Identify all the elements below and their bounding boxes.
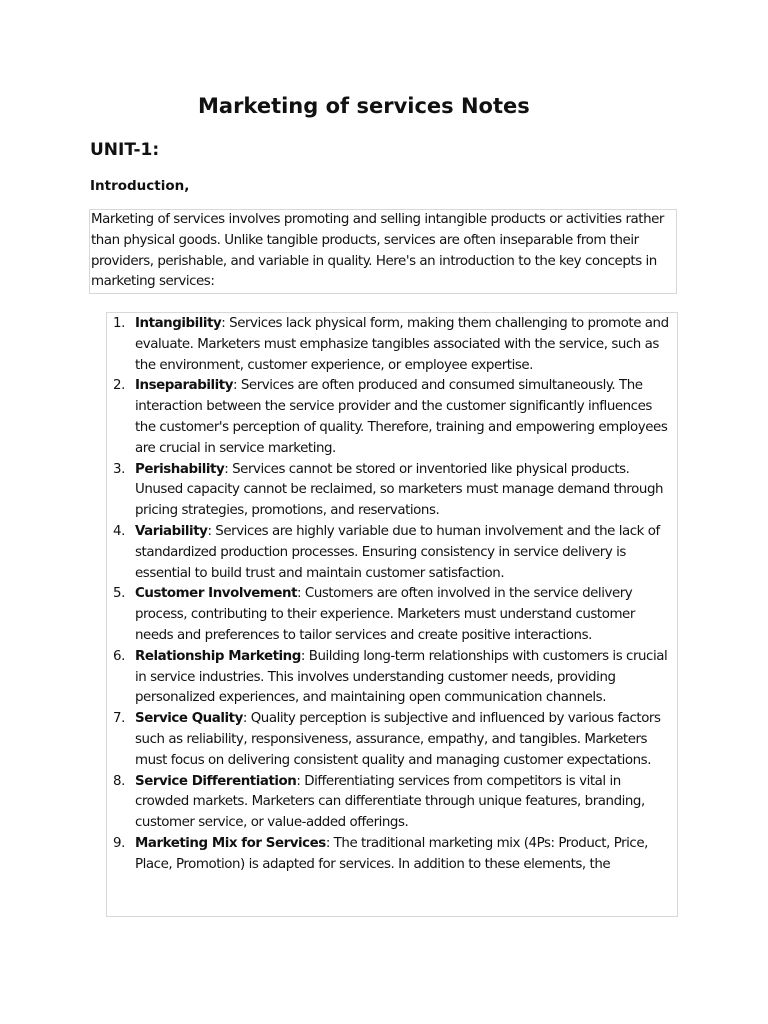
concepts-list-box <box>106 312 678 917</box>
list-item-term: Perishability <box>135 461 225 477</box>
list-item-text: : Customers are often involved in the service delivery process, contributing to their experience. Marketers must understand customer needs and preferences to tailor services and create positive interactions. <box>135 586 635 643</box>
list-item-term: Service Quality <box>135 711 243 727</box>
list-item <box>107 834 677 876</box>
list-item-text: : The traditional marketing mix (4Ps: Product, Price, Place, Promotion) is adapted for services. In addition to these elements, the <box>135 835 648 872</box>
list-item <box>107 584 677 646</box>
list-item-number: 2. <box>113 378 125 394</box>
list-item-text: : Differentiating services from competitors is vital in crowded markets. Marketers can differentiate through unique features, branding, customer service, or value-added offerings. <box>135 773 645 831</box>
list-item-text: : Services cannot be stored or inventoried like physical products. Unused capacity cannot be reclaimed, so marketers must manage demand through pricing strategies, promotions, and reservations. <box>135 461 664 519</box>
list-item-text: : Services lack physical form, making them challenging to promote and evaluate. Marketers must emphasize tangibles associated with the service, such as the environment, customer experience, or employee expertise. <box>135 316 669 373</box>
page-title: Marketing of services Notes <box>198 94 530 118</box>
list-item-term: Variability <box>135 523 208 539</box>
list-item-term: Marketing Mix for Services <box>135 835 326 851</box>
unit-heading: UNIT-1: <box>90 140 160 160</box>
list-item-text: : Services are often produced and consumed simultaneously. The interaction between the service provider and the customer significantly influences the customer's perception of quality. Therefore, training and empowering employees are crucial in service marketing. <box>135 378 668 456</box>
list-item <box>107 522 677 584</box>
list-item-term: Customer Involvement <box>135 586 298 602</box>
intro-paragraph: Marketing of services involves promoting and selling intangible products or activities rather than physical goods. Unlike tangible products, services are often inseparable from their providers, perishable, and variable in quality. Here's an introduction to the key concepts in marketing services: <box>89 209 677 294</box>
list-item <box>107 460 677 522</box>
list-item <box>107 376 677 459</box>
list-item-number: 3. <box>113 461 125 477</box>
list-item-number: 6. <box>113 648 125 664</box>
list-item <box>107 647 677 709</box>
list-item-term: Service Differentiation <box>135 773 297 789</box>
list-item-text: : Building long-term relationships with customers is crucial in service industries. This involves understanding customer needs, providing personalized experiences, and maintaining open communication channels. <box>135 648 668 706</box>
list-item <box>107 772 677 834</box>
list-item-term: Relationship Marketing <box>135 648 301 664</box>
list-item-number: 4. <box>113 523 125 539</box>
list-item-term: Inseparability <box>135 378 234 394</box>
list-item-number: 7. <box>113 711 125 727</box>
list-item-term: Intangibility <box>135 316 222 331</box>
list-item-text: : Services are highly variable due to human involvement and the lack of standardized production processes. Ensuring consistency in service delivery is essential to build trust and maintain customer satisfaction. <box>135 523 660 581</box>
list-item-text: : Quality perception is subjective and influenced by various factors such as reliability, responsiveness, assurance, empathy, and tangibles. Marketers must focus on delivering consistent quality and managing customer expectations. <box>135 711 661 768</box>
section-heading: Introduction, <box>90 178 190 194</box>
list-item <box>107 314 677 376</box>
list-item <box>107 709 677 771</box>
list-item-number: 1. <box>113 316 125 331</box>
concepts-list <box>107 313 677 876</box>
list-item-number: 5. <box>113 586 125 602</box>
list-item-number: 8. <box>113 773 125 789</box>
list-item-number: 9. <box>113 835 125 851</box>
